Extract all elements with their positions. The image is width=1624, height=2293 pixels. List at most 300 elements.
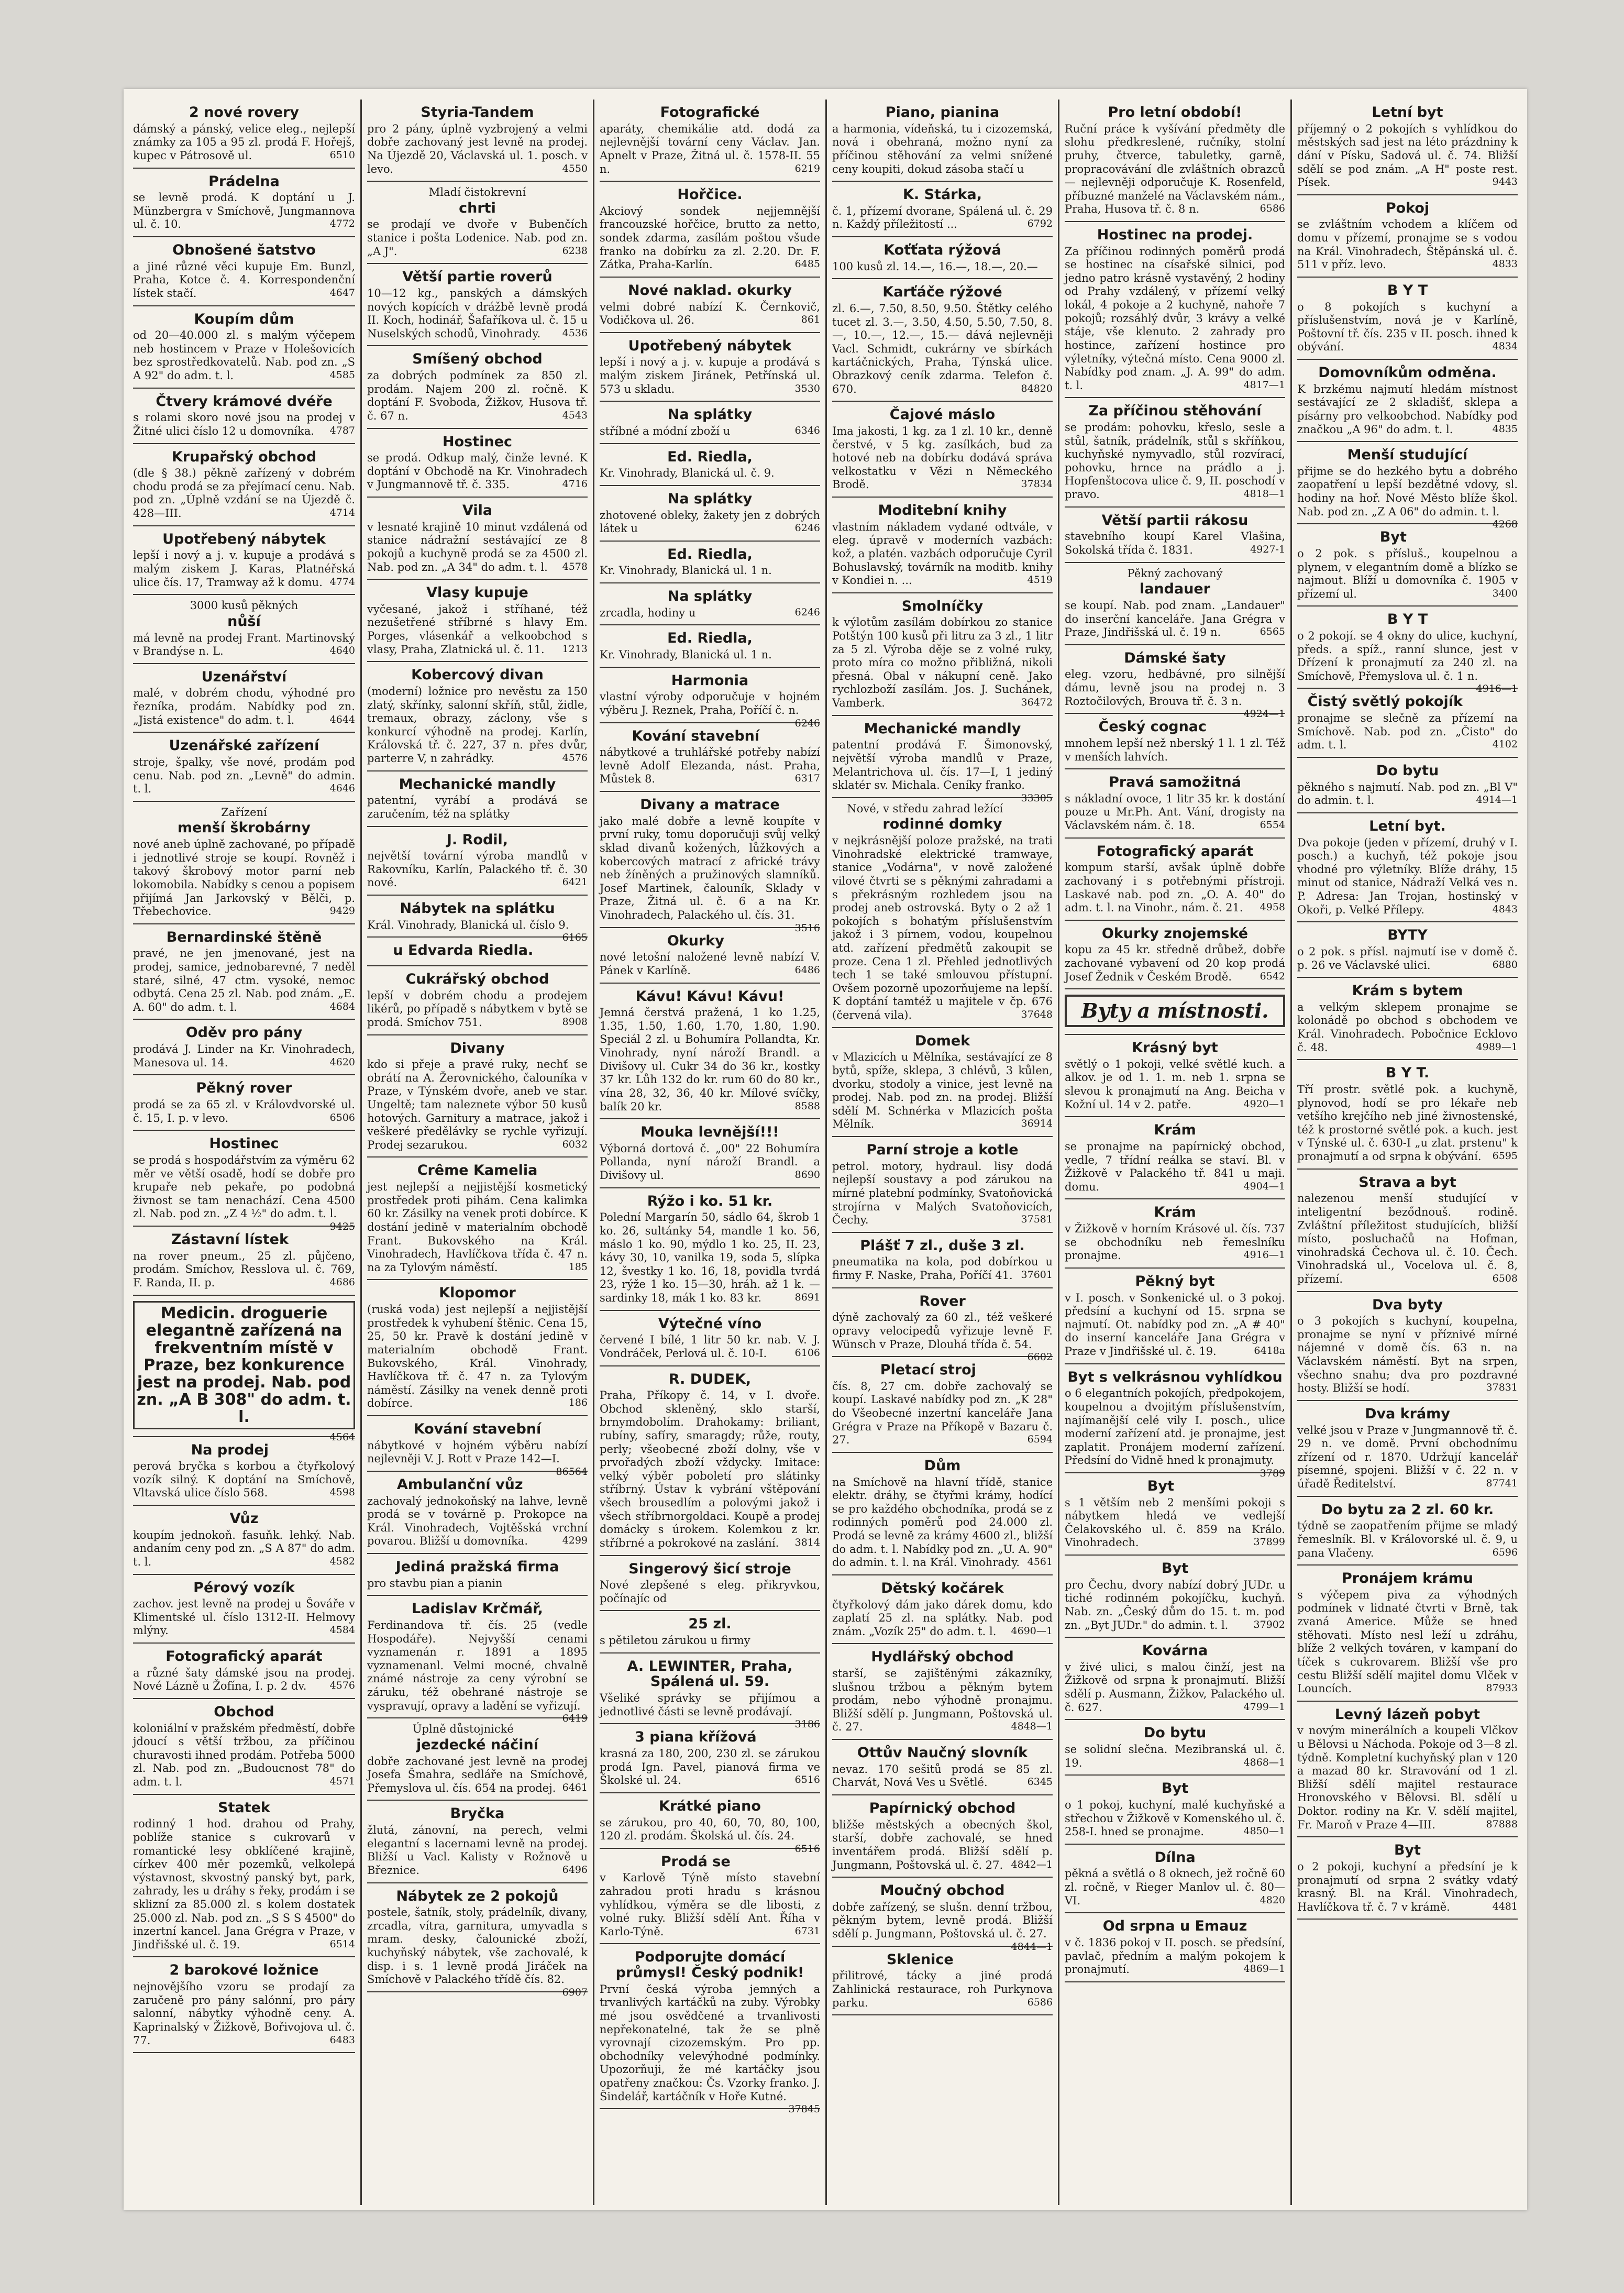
- ad-headline: Parní stroje a kotle: [866, 1142, 1019, 1158]
- ad-text: [1297, 218, 1518, 271]
- classified-ad: [367, 771, 588, 827]
- ad-body-text: starší, se zajištěnými zákazníky, slušnou tržbou a pěkným bytem prodám, nebo výhodně pronajmu. Bližší sdělí p. Jungmann, Poštovská ul. č. 27.: [832, 1667, 1053, 1734]
- ad-text: [367, 794, 588, 821]
- classified-ad: [1297, 1170, 1518, 1292]
- ad-text: [600, 509, 820, 536]
- ad-headline: Nábytek ze 2 pokojů: [396, 1888, 559, 1904]
- ad-headline: Oděv pro pány: [185, 1024, 303, 1041]
- ad-body-text: čís. 8, 27 cm. dobře zachovalý se koupí. Laskavé nabídky pod zn. „K 28" do Všeobecné inzertní kanceláře Jana Grégra v Praze na Příkopě v Bazaru č. 27.: [832, 1380, 1053, 1447]
- ad-body-text: se prodá. Odkup malý, činže levné. K doptání v Obchodě na Kr. Vinohradech v Jungmannově tř. č. 335.: [367, 451, 588, 491]
- ad-text: [367, 218, 588, 258]
- ad-body-text: se prodá s hospodářstvím za výměru 62 měr ve větší osadě, hodí se dobře pro krupaře neb pekaře, po podobná živnost se tam nenachází. Cena 4500 zl. Nab. pod zn. „Z 4 ½" do adm. t. l.: [133, 1153, 355, 1220]
- ad-headline: Větší partie roverů: [402, 269, 553, 285]
- ad-code: 4686: [329, 1276, 355, 1288]
- ad-text: [832, 205, 1053, 231]
- classified-ad: [1065, 769, 1285, 839]
- ad-headline: Nábytek na splátku: [400, 900, 555, 917]
- classified-ad: [367, 1883, 588, 1998]
- classified-ad: [832, 1137, 1053, 1233]
- ad-body-text: v novým minerálních a koupeli Vlčkov u Bělovsi u Náchoda. Pokoje od 3—8 zl. týdně. Kompletní kuchyňský plan v 120 a mazad 80 kr. Stravování od 1 zl. Bližší sdělí majitel restaurace Hronovského v Bělovsi. Bl. sdělí u Doktor. rodiny na Kr. V. sdělí majitel, Fr. Maroň v Praze 4—III.: [1297, 1724, 1518, 1831]
- classified-ad: [1065, 645, 1285, 720]
- classified-ad: [600, 182, 820, 278]
- ad-code: 37845: [788, 2103, 820, 2115]
- ad-headline: Byt: [1394, 1842, 1421, 1859]
- ad-headline: Papírnický obchod: [869, 1800, 1016, 1816]
- ad-text: [1297, 712, 1518, 752]
- classified-ad: [133, 1227, 355, 1296]
- ad-body-text: prodává J. Linder na Kr. Vinohradech, Manesova ul. 14.: [133, 1043, 355, 1069]
- classified-ad: [367, 966, 588, 1035]
- ad-text: [600, 1006, 820, 1114]
- ad-headline: Krátké piano: [659, 1798, 761, 1814]
- ad-code: 9425: [329, 1221, 355, 1232]
- ad-body-text: zhotovené obleky, žakety jen z dobrých látek u: [600, 509, 820, 535]
- ad-body-text: čtyřkolový dám jako dárek domu, kdo zaplatí 25 zl. na splátky. Nab. pod znám. „Vozík 25" do adm. t. l.: [832, 1598, 1053, 1638]
- ad-body-text: Ferdinandova tř. čís. 25 (vedle Hospodáře). Nejvyšší cenami vyznamenán r. 1891 a 1895 vyznamenanl. Velmi mocné, chvalně známé nástroje za ceny výrobní se záruku, též obehrané nástroje se vyspravují, opravy a ladění se vyřizují.: [367, 1619, 588, 1712]
- classified-ad: [600, 1653, 820, 1730]
- ad-headline: R. DUDEK,: [668, 1371, 752, 1387]
- ad-body-text: se zárukou, pro 40, 60, 70, 80, 100, 120 zl. prodám. Školská ul. čís. 24.: [600, 1816, 820, 1843]
- ad-code: 6506: [329, 1111, 355, 1123]
- ad-code: 4989—1: [1476, 1041, 1518, 1053]
- classified-ad: [1065, 1845, 1285, 1914]
- ad-headline: Za příčinou stěhování: [1088, 403, 1262, 420]
- ad-body-text: Kr. Vinohrady, Blanická ul. č. 9.: [600, 467, 775, 480]
- ad-code: 4690—1: [1011, 1625, 1053, 1637]
- ad-body-text: vyčesané, jakož i stříhané, též nezušetřené stříbrné s hlavy Em. Porges, vlásenkář a velkoobchod s vlasy, Praha, Zlatnická ul. č. 11.: [367, 602, 588, 656]
- ad-body-text: kopu za 45 kr. středně drůbež, dobře zachované vybavení od 20 kop prodá Josef Žednik v Českém Brodě.: [1065, 943, 1285, 983]
- ad-text: [600, 123, 820, 176]
- ad-code: 4958: [1260, 901, 1285, 913]
- ad-text: [600, 1871, 820, 1938]
- ad-text: [367, 850, 588, 890]
- ad-headline: Kobercový divan: [411, 667, 544, 684]
- ad-body-text: o 2 pok. s přísluš., koupelnou a plynem, v elegantním domě a blízko se najmout. Blíží u domovníka č. 1905 v přízemí ul.: [1297, 547, 1518, 600]
- classified-ad: [600, 1611, 820, 1653]
- classified-ad: [1065, 714, 1285, 769]
- classified-ad: [1297, 1837, 1518, 1920]
- ad-text: [133, 1153, 355, 1232]
- ad-headline: Karťáče rýžové: [882, 284, 1002, 301]
- column-2: [360, 100, 593, 2205]
- ad-body-text: postele, šatník, stoly, prádelník, divany, zrcadla, vítra, garnitura, umyvadla s mram. desky, čalounické zboží, kuchyňský nábytek, vše zachovalé, k disp. i s. 1 levně prodá Jiráček na Smíchově v Palackého třídě čís. 82.: [367, 1906, 588, 1986]
- ad-code: 87933: [1486, 1682, 1518, 1694]
- ad-text: [832, 1380, 1053, 1447]
- ad-headline: Domovníkům odměna.: [1318, 364, 1497, 381]
- ad-text: [1065, 1743, 1285, 1770]
- ad-headline: Prodá se: [660, 1853, 731, 1870]
- ad-headline: Ed. Riedla,: [667, 546, 753, 563]
- ad-body-text: s pětiletou zárukou u firmy: [600, 1634, 750, 1647]
- ad-text: [133, 1667, 355, 1693]
- ad-headline: Bernardinské štěně: [166, 929, 322, 945]
- ad-body-text: se prodám: pohovku, křeslo, sesle a stůl, šatník, prádelník, stůl s skříňkou, kuchyňské nymyvadlo, stůl rozvírací, pohovku, hrnce na prádlo a j. Hopfenštocova ulice č. 9, II. poschodí v pravo.: [1065, 421, 1285, 501]
- ad-body-text: Ima jakosti, 1 kg. za 1 zl. 10 kr., denně čerstvé, v 5 kg. zasílkách, bud za hotové neb na dobírku dodává správa velkostatku v Vězi n Německého Brodě.: [832, 424, 1053, 491]
- ad-body-text: koupím jednokoň. fasuňk. lehký. Nab. andaním ceny pod zn. „S A 87" do adm. t. l.: [133, 1528, 355, 1568]
- ad-headline: Pěkný byt: [1135, 1273, 1215, 1289]
- classified-ad: [832, 798, 1053, 1028]
- ad-headline: Obchod: [214, 1703, 274, 1720]
- ad-headline: Kování stavební: [632, 727, 760, 744]
- ad-code: 6516: [794, 1774, 820, 1786]
- ad-code: 4774: [329, 576, 355, 588]
- ad-headline: Hostinec: [443, 433, 512, 450]
- ad-body-text: na rover pneum., 25 zl. půjčeno, prodám. Smíchov, Resslova ul. č. 769, F. Randa, II. p.: [133, 1249, 355, 1289]
- ad-code: 6496: [562, 1864, 588, 1876]
- ad-body-text: největší tovární výroba mandlů v Rakovníku, Karlín, Palackého tř. č. 30 nové.: [367, 850, 588, 889]
- ad-body-text: stroje, špalky, vše nové, prodám pod cenu. Nab. pod zn. „Levně" do admin. t. l.: [133, 755, 355, 796]
- ad-body-text: o 2 pokojí. se 4 okny do ulice, kuchyní, předs. a spíž., ranní slunce, jest v Dřízení k pronajmutí za 240 zl. na Smíchově, Přemyslova ul. č. 1 n.: [1297, 630, 1518, 682]
- ad-text: [1297, 1192, 1518, 1286]
- ad-code: 6461: [562, 1781, 588, 1793]
- classified-ad: [832, 1233, 1053, 1288]
- ad-code: 4869—1: [1243, 1963, 1285, 1975]
- ad-headline: Prádelna: [208, 173, 280, 190]
- ad-body-text: má levně na prodej Frant. Martinovský v Brandýse n. L.: [133, 631, 355, 658]
- ad-code: 3516: [794, 922, 820, 934]
- ad-headline: Do bytu: [1143, 1725, 1207, 1741]
- classified-ad: [133, 1644, 355, 1699]
- ad-code: 87888: [1486, 1818, 1518, 1830]
- ad-text: [600, 467, 820, 480]
- ad-code: 6880: [1492, 958, 1518, 971]
- ad-code: 3814: [794, 1536, 820, 1548]
- newspaper-page: [124, 89, 1527, 2210]
- ad-body-text: v Karlově Týně místo stavební zahradou proti hradu s krásnou vyhlídkou, výměra se dle libosti, z volné ruky. Bližší sdělí Ant. Říha v Karlo-Týně.: [600, 1871, 820, 1938]
- ad-headline: 25 zl.: [688, 1616, 732, 1633]
- ad-headline: K. Stárka,: [903, 186, 982, 203]
- ad-headline: B Y T: [1387, 282, 1428, 299]
- classified-ad: [832, 1357, 1053, 1453]
- ad-text: [1297, 1724, 1518, 1832]
- ad-code: 6238: [562, 245, 588, 257]
- classified-ad: [133, 1506, 355, 1575]
- ad-code: 6508: [1492, 1272, 1518, 1284]
- ad-body-text: petrol. motory, hydraul. lisy dodá nejlepší soustavy a pod zárukou na mírné platební podmínky, Svatoňovická strojírna v Malých Svatoňovicích, Čechy.: [832, 1160, 1053, 1227]
- ad-text: [1297, 1315, 1518, 1395]
- classified-ad: [832, 1947, 1053, 2016]
- ad-body-text: v č. 1836 pokoj v II. posch. se předsíní, pavlač, předním a malým pokojem k pronajmutí.: [1065, 1936, 1285, 1976]
- ad-text: [1065, 599, 1285, 640]
- ad-code: 4268: [1492, 519, 1518, 531]
- ad-text: [367, 918, 588, 944]
- ad-body-text: od 20—40.000 zl. s malým výčepem neb hostincem v Praze v Holešovicích bez sprostředkovatelů. Nab. pod zn. „S A 92" do adm. t. l.: [133, 329, 355, 382]
- classified-ad: [367, 662, 588, 771]
- ad-body-text: přijme se do hezkého bytu a dobrého zaopatření u lepší bezdětné vdovy, sl. hodiny na hoř. Nové Město blíže škol. Nab. pod zn. „Z A 06" do admin. t. l.: [1297, 465, 1518, 518]
- ad-code: 6554: [1260, 819, 1285, 831]
- column-6: [1290, 100, 1523, 2205]
- ad-body-text: pneumatika na kola, pod dobírkou u firmy F. Naske, Praha, Poříčí 41.: [832, 1255, 1053, 1282]
- ad-body-text: Všeliké správky se přijímou a jednotlivé části se levně prodávají.: [600, 1692, 820, 1718]
- ad-body-text: Tří prostr. světlé pok. a kuchyně, plynovod, hodí se pro lékaře neb vetšího krejčího neb jiné živnostenské, též k prostorné světlé pok. a kuch. jest v Týnské ul. č. 630-I „u zlat. prstenu" k pronajmutí a od srpna k obývání.: [1297, 1083, 1518, 1163]
- classified-ad: [600, 278, 820, 333]
- ad-headline: Na splátky: [667, 588, 753, 605]
- classified-ad: [1065, 1776, 1285, 1845]
- ad-text: [133, 191, 355, 231]
- ad-text: [1297, 1519, 1518, 1560]
- ad-headline: Crême Kamelia: [417, 1162, 538, 1179]
- ad-headline: u Edvarda Riedla.: [393, 942, 534, 959]
- ad-code: 4843: [1492, 903, 1518, 915]
- ad-text: [133, 1529, 355, 1569]
- ad-subtitle: 3000 kusů pěkných: [190, 599, 299, 612]
- classified-ad: [1297, 1702, 1518, 1838]
- ad-text: [133, 1250, 355, 1290]
- ad-headline: Hydlářský obchod: [871, 1649, 1014, 1666]
- classified-ad: [832, 1575, 1053, 1645]
- ad-text: [1297, 1589, 1518, 1696]
- ad-body-text: v Mlazicích u Mělníka, sestávající ze 8 bytů, spíže, sklepa, 3 chlévů, 3 kůlen, dvorku, stodoly a vinice, jest levně na prodej. Nab. pod zn. na prodej. Bližší sdělí M. Schnérka v Mlazicích pošta Mělník.: [832, 1051, 1053, 1131]
- column-3: [593, 100, 825, 2205]
- ad-text: [600, 1389, 820, 1550]
- ad-text: [832, 425, 1053, 492]
- ad-headline: Výtečné víno: [658, 1315, 762, 1332]
- ad-headline: Hostinec na prodej.: [1097, 226, 1253, 243]
- classified-ad: [367, 580, 588, 662]
- classified-ad: [1297, 758, 1518, 813]
- ad-headline: Statek: [218, 1799, 270, 1816]
- ad-body-text: zachov. jest levně na prodej u Šováře v Klimentské ul. číslo 1312-II. Helmovy mlýny.: [133, 1597, 355, 1637]
- ad-body-text: krasná za 180, 200, 230 zl. se zárukou prodá Ign. Pavel, pianová firma ve Školské ul. 24.: [600, 1747, 820, 1787]
- classified-ad: [367, 429, 588, 498]
- ad-code: 6246: [794, 606, 820, 618]
- ad-headline: Okurky znojemské: [1101, 925, 1249, 942]
- ad-body-text: Akciový sondek nejjemnější francouzské hořčice, brutto za netto, sondek zdarma, zasílám poštou všude franko na dobírku za zl. 2.20. Dr. F. Zátka, Praha-Karlín.: [600, 204, 820, 271]
- ad-headline: Kování stavební: [413, 1421, 542, 1437]
- ad-headline: Uzenářství: [201, 668, 287, 685]
- ad-headline: Bryčka: [450, 1805, 505, 1822]
- ad-body-text: v Žižkově v horním Krásové ul. čís. 737 se obchodníku neb řemeslníku pronajme.: [1065, 1222, 1285, 1262]
- ad-code: 4647: [329, 286, 355, 299]
- classified-ad: [1065, 1720, 1285, 1776]
- ad-code: 6219: [794, 162, 820, 174]
- ad-headline: Pokoj: [1385, 200, 1430, 216]
- ad-code: 4787: [329, 424, 355, 436]
- ad-text: [832, 834, 1053, 1022]
- ad-body-text: Ruční práce k vyšívání předměty dle slohu předkreslené, ručníky, stolní pruhy, čtverce, tabuletky, garně, propracovávání dle zvláštních obrazců — nejlevněji odporučuje K. Rosenfeld, příbuzné manželé na Václavském nám., Praha, Husova tř. č. 8 n.: [1065, 122, 1285, 216]
- classified-ad: [600, 542, 820, 583]
- ad-body-text: 100 kusů zl. 14.—, 16.—, 18.—, 20.—: [832, 260, 1038, 273]
- ad-headline: Čtvery krámové dvéře: [156, 393, 333, 410]
- ad-text: [832, 1476, 1053, 1570]
- ad-code: 6486: [794, 964, 820, 976]
- ad-code: 4684: [329, 1000, 355, 1012]
- ad-code: 4850—1: [1243, 1825, 1285, 1837]
- classified-ad: [1297, 813, 1518, 922]
- classified-ad: [133, 1795, 355, 1958]
- ad-text: [832, 123, 1053, 176]
- ad-body-text: bližše městských a obecných škol, starší, dobře zachovalé, se hned inventářem prodá. Bližší sdělí p. Jungmann, Poštovská ul. č. 27.: [832, 1818, 1053, 1871]
- classified-ad: [133, 1575, 355, 1644]
- ad-code: 4564: [329, 1431, 355, 1443]
- classified-ad: [1065, 1035, 1285, 1117]
- classified-ad: [832, 237, 1053, 279]
- classified-ad: [367, 938, 588, 966]
- ad-headline: Singerový šicí stroje: [628, 1560, 791, 1577]
- ad-text: [1297, 1083, 1518, 1164]
- classified-ad: [1065, 1117, 1285, 1199]
- classified-ad: [600, 1849, 820, 1945]
- ad-code: 8691: [794, 1291, 820, 1303]
- ad-body-text: nové aneb úplně zachované, po případě i jednotlivé stroje se koupí. Rovněž i takový škrobový motor parní neb lokomobila. Nabídky s cenou a popisem přijímá Jan Jarkovský v Bělči, p. Třebechovice.: [133, 838, 355, 918]
- classified-ad: [1065, 1199, 1285, 1269]
- ad-headline: Ambulanční vůz: [396, 1476, 523, 1493]
- ad-code: 37902: [1253, 1618, 1285, 1630]
- ad-headline: Ottův Naučný slovník: [857, 1745, 1028, 1761]
- ad-headline: B Y T: [1387, 611, 1428, 628]
- ad-code: 4799—1: [1243, 1701, 1285, 1713]
- classified-ad: [133, 1699, 355, 1795]
- ad-text: [600, 1982, 820, 2115]
- ad-body-text: (moderní) ložnice pro nevěstu za 150 zlatý, skřínky, salonní skříň, stůl, židle, tremaux, obrazy, záclony, vše s konkurcí výhodně na prodej. Karlín, Královská tř. č. 227, 37 n. přes dvůr, parterre V, n zahrádky.: [367, 685, 588, 765]
- ad-code: 4543: [562, 409, 588, 421]
- ad-text: [1297, 301, 1518, 354]
- classified-ad: [133, 1437, 355, 1506]
- ad-text: [1065, 1661, 1285, 1714]
- ad-text: [367, 1495, 588, 1548]
- ad-code: 6542: [1260, 970, 1285, 982]
- ad-code: 6483: [329, 2034, 355, 2046]
- classified-ad: [367, 498, 588, 580]
- ad-text: [600, 1142, 820, 1183]
- ad-body-text: K brzkému najmutí hledám místnost sestávající ze 2 skladišť, sklepa a písárny pro velkoobchod. Nabídky pod značkou „A 96" do adm. t. l.: [1297, 382, 1518, 436]
- classified-ad: [600, 486, 820, 542]
- classified-ad: [1297, 1292, 1518, 1401]
- classified-ad: [832, 182, 1053, 237]
- ad-body-text: za dobrých podmínek za 850 zl. prodám. Najem 200 zl. ročně. K doptání F. Svoboda, Žižkov, Husova tř. č. 67 n.: [367, 369, 588, 422]
- ad-text: [600, 690, 820, 729]
- ad-headline: Letní byt.: [1369, 818, 1446, 834]
- ad-text: [1065, 1579, 1285, 1632]
- ad-code: 84820: [1021, 382, 1053, 394]
- ad-body-text: pro 2 pány, úplně vyzbrojený a velmi dobře zachovaný jest levně na prodej. Na Újezdě 20, Václavská ul. 1. posch. v levo.: [367, 122, 588, 175]
- classified-ad: [1297, 278, 1518, 360]
- classified-ad: [367, 1596, 588, 1725]
- ad-code: 4924—1: [1243, 708, 1285, 720]
- ad-code: 6586: [1260, 203, 1285, 215]
- ad-headline: Mouka levnější!!!: [640, 1124, 779, 1141]
- classified-ad: [600, 1724, 820, 1793]
- ad-headline: Mechanické mandly: [864, 720, 1021, 737]
- ad-code: 6246: [794, 717, 820, 729]
- ad-text: [832, 1599, 1053, 1639]
- ad-text: [367, 603, 588, 656]
- classified-ad: [832, 593, 1053, 716]
- ad-text: [1065, 245, 1285, 393]
- classified-ad: [367, 182, 588, 264]
- ad-code: 4914—1: [1476, 794, 1518, 806]
- classified-ad: [367, 1554, 588, 1596]
- ad-body-text: Jemná čerstvá pražená, 1 ko 1.25, 1.35, 1.50, 1.60, 1.70, 1.80, 1.90. Speciál 2 zl. u Bohumíra Pollandta, Kr. Vinohrady, nyní nároží Brandl. a Divišovy ul. Cukr 34 do 36 kr., kostky 37 kr. Lůh 132 do kr. rum 60 do 80 kr., vína 28, 32, 36, 40 kr. Mílové svíčky, balík 20 kr.: [600, 1006, 820, 1113]
- ad-subtitle: Pěkný zachovaný: [1127, 567, 1223, 580]
- ad-text: [367, 287, 588, 340]
- ad-code: 4640: [329, 645, 355, 657]
- ad-subtitle: Zařízení: [221, 806, 267, 819]
- classified-ad: [1065, 1913, 1285, 1982]
- ad-body-text: příjemný o 2 pokojích s vyhlídkou do městských sad jest na léto prázdniny k dání v Písku, Sadová ul. č. 74. Bližší sdělí se pod znám. „A H" poste rest. Písek.: [1297, 122, 1518, 189]
- ad-body-text: Kr. Vinohrady, Blanická ul. 1 n.: [600, 648, 772, 662]
- classified-ad: [832, 1288, 1053, 1363]
- ad-code: 37601: [1021, 1269, 1053, 1281]
- ad-text: [600, 301, 820, 327]
- classified-ad: [133, 306, 355, 389]
- ad-headline: chrti: [459, 200, 496, 216]
- ad-headline: Čajové máslo: [889, 406, 996, 423]
- ad-headline: Byt: [1147, 1478, 1174, 1494]
- column-1: [128, 100, 360, 2205]
- classified-ad: [133, 1131, 355, 1232]
- classified-ad: [133, 389, 355, 444]
- ad-code: 36914: [1021, 1118, 1053, 1130]
- ad-text: [832, 1051, 1053, 1131]
- ad-text: [133, 756, 355, 796]
- ad-body-text: jest nejlepší a nejjistější kosmetický prostředek proti pihám. Cena kalimka 60 kr. Zásilky na venek proti dobírce. K dostání jedině v materialním obchodě Frant. Bukovského na Král. Vinohradech, Havlíčkova třída č. 47 n. na za Tylovým náměstí.: [367, 1181, 588, 1274]
- ad-code: 861: [801, 314, 820, 326]
- ad-body-text: v živé ulici, s malou činží, jest na Žižkově od srpna k pronajmutí. Bližší sdělí p. Ausmann, Žižkov, Palackého ul. č. 627.: [1065, 1660, 1285, 1714]
- classified-ad: [367, 346, 588, 428]
- classified-ad: [1297, 100, 1518, 195]
- ad-text: [832, 1900, 1053, 1953]
- ad-text: [133, 1817, 355, 1952]
- ad-code: 4561: [1027, 1556, 1053, 1568]
- ad-text: [1065, 1936, 1285, 1977]
- ad-code: 4536: [562, 327, 588, 339]
- ad-body-text: vlastní výroby odporučuje v hojném výběru J. Reznek, Praha, Poříčí č. n.: [600, 690, 820, 716]
- ad-text: [832, 1763, 1053, 1790]
- ad-code: 4598: [329, 1486, 355, 1498]
- ad-text: [367, 521, 588, 574]
- ad-text: [600, 1333, 820, 1360]
- ad-text: [1065, 1387, 1285, 1479]
- ad-text: [367, 1906, 588, 1998]
- ad-body-text: nalezenou menší studující v inteligentní beződnouš. rodině. Zvláštní příležitost studujících, bližší místo, posluchačů na Hofman, vinohradská Čechova ul. č. 10. Čech. Vinohradská ul., Vocelova ul. č. 8, přízemí.: [1297, 1192, 1518, 1285]
- ad-headline: landauer: [1139, 581, 1211, 598]
- ad-code: 6246: [794, 522, 820, 534]
- classified-ad: [133, 1296, 355, 1443]
- ad-text: [1065, 668, 1285, 720]
- ad-body-text: nejnovějšího vzoru se prodají za zaručeně pro pány salónní, pro páry salonní, nábytky výhodně ceny. A. Kaprinalský v Žižkově, Bořivojova ul. č. 77.: [133, 1980, 355, 2047]
- ad-headline: Smolníčky: [901, 598, 984, 614]
- ad-headline: 2 barokové ložnice: [169, 1962, 319, 1979]
- ad-headline: Upotřebený nábytek: [628, 337, 792, 354]
- classified-ad: [1297, 689, 1518, 758]
- classified-ad: [1065, 1364, 1285, 1479]
- classified-ad: [600, 723, 820, 792]
- ad-text: [367, 1755, 588, 1795]
- ad-text: [133, 329, 355, 382]
- ad-headline: Moučný obchod: [880, 1882, 1005, 1899]
- ad-text: [367, 1824, 588, 1877]
- ad-headline: Dětský kočárek: [881, 1580, 1004, 1596]
- ad-code: 4519: [1027, 574, 1053, 586]
- ad-body-text: pro stavbu pian a pianin: [367, 1577, 503, 1590]
- section-banner: Byty a místnosti.: [1065, 995, 1285, 1027]
- ad-code: 37899: [1253, 1536, 1285, 1548]
- ad-headline: Jediná pražská firma: [395, 1559, 559, 1575]
- ad-text: [1065, 1222, 1285, 1263]
- ad-headline: nůší: [227, 613, 261, 630]
- ad-body-text: Výborná dortová č. „00" 22 Bohumíra Pollanda, nyní nároží Brandl. a Divišovy ul.: [600, 1142, 820, 1182]
- classified-ad: [832, 1028, 1053, 1137]
- ad-headline: Klopomor: [439, 1285, 516, 1302]
- classified-ad: [600, 668, 820, 729]
- ad-text: [1297, 630, 1518, 695]
- ad-code: 4714: [329, 507, 355, 519]
- ad-text: [600, 607, 820, 620]
- ad-text: [133, 123, 355, 163]
- ad-body-text: Král. Vinohrady, Blanická ul. číslo 9.: [367, 918, 569, 931]
- ad-headline: Sklenice: [886, 1951, 954, 1968]
